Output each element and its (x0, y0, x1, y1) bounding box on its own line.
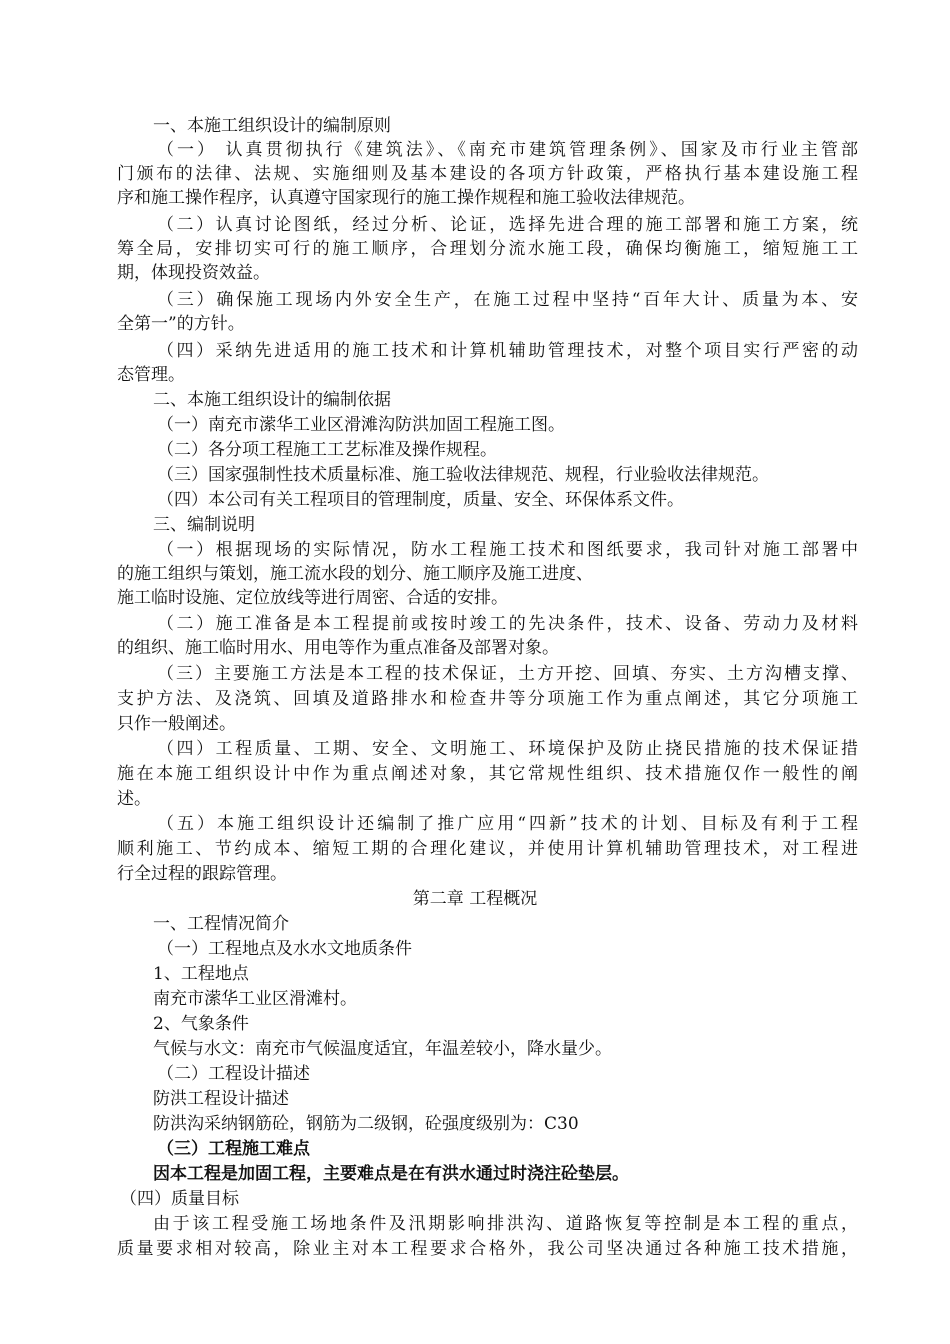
body-text: 防洪沟采纳钢筋砼，钢筋为二级钢，砼强度级别为：C30 (153, 1114, 579, 1134)
paragraph-line: （一）根据现场的实际情况，防水工程施工技术和图纸要求，我司针对施工部署中 (157, 540, 858, 560)
paragraph-line: 施工临时设施、定位放线等进行周密、合适的安排。 (117, 588, 508, 608)
paragraph-line: （三）确保施工现场内外安全生产，在施工过程中坚持“百年大计、质量为本、安 (157, 290, 858, 310)
paragraph-line: 的组织、施工临时用水、用电等作为重点准备及部署对象。 (117, 638, 559, 658)
paragraph-line: （一） 认真贯彻执行《建筑法》、《南充市建筑管理条例》、国家及市行业主管部 (157, 140, 858, 160)
body-text: 气候与水文：南充市气候温度适宜，年温差较小，降水量少。 (153, 1039, 612, 1059)
paragraph-line: 期，体现投资效益。 (117, 263, 270, 283)
paragraph-line: 顺利施工、节约成本、缩短工期的合理化建议，并使用计算机辅助管理技术，对工程进 (117, 839, 858, 859)
paragraph-line: 支护方法、及浇筑、回填及道路排水和检查井等分项施工作为重点阐述，其它分项施工 (117, 689, 858, 709)
paragraph-line: 全第一”的方针。 (117, 314, 245, 334)
section-heading: 三、编制说明 (153, 515, 255, 535)
paragraph-line: 态管理。 (117, 365, 185, 385)
paragraph-line: （二）认真讨论图纸，经过分析、论证，选择先进合理的施工部署和施工方案，统 (157, 215, 858, 235)
paragraph-line: 述。 (117, 789, 151, 809)
paragraph-line: （三）主要施工方法是本工程的技术保证，土方开挖、回填、夯实、土方沟槽支撑、 (157, 664, 858, 684)
paragraph-line: 门颁布的法律、法规、实施细则及基本建设的各项方针政策，严格执行基本建设施工程 (117, 164, 858, 184)
item-heading: 2、气象条件 (153, 1014, 249, 1034)
paragraph-line: 筹全局，安排切实可行的施工顺序，合理划分流水施工段，确保均衡施工，缩短施工工 (117, 239, 858, 259)
body-text: 南充市潆华工业区滑滩村。 (153, 989, 357, 1009)
list-item: （三）国家强制性技术质量标准、施工验收法律规范、规程，行业验收法律规范。 (157, 465, 769, 485)
section-heading: 二、本施工组织设计的编制依据 (153, 390, 391, 410)
section-heading: 一、本施工组织设计的编制原则 (153, 116, 391, 136)
paragraph-line: 只作一般阐述。 (117, 714, 236, 734)
body-text: 因本工程是加固工程，主要难点是在有洪水通过时浇注砼垫层。 (153, 1164, 629, 1184)
paragraph-line: （四）采纳先进适用的施工技术和计算机辅助管理技术，对整个项目实行严密的动 (157, 341, 858, 361)
subsection-heading: （二）工程设计描述 (157, 1064, 310, 1084)
subsection-heading: （一）工程地点及水水文地质条件 (157, 939, 412, 959)
paragraph-line: （二）施工准备是本工程提前或按时竣工的先决条件，技术、设备、劳动力及材料 (157, 614, 858, 634)
list-item: （二）各分项工程施工工艺标准及操作规程。 (157, 440, 497, 460)
paragraph-line: （四）工程质量、工期、安全、文明施工、环境保护及防止挠民措施的技术保证措 (157, 739, 858, 759)
subsection-heading: （三）工程施工难点 (157, 1139, 310, 1159)
list-item: （一）南充市潆华工业区滑滩沟防洪加固工程施工图。 (157, 415, 565, 435)
paragraph-line: 由于该工程受施工场地条件及汛期影响排洪沟、道路恢复等控制是本工程的重点， (153, 1214, 858, 1234)
paragraph-line: （五）本施工组织设计还编制了推广应用“四新”技术的计划、目标及有利于工程 (157, 814, 858, 834)
body-text: 防洪工程设计描述 (153, 1089, 289, 1109)
section-heading: 一、工程情况简介 (153, 914, 289, 934)
paragraph-line: 施在本施工组织设计中作为重点阐述对象，其它常规性组织、技术措施仅作一般性的阐 (117, 764, 858, 784)
paragraph-line: 质量要求相对较高，除业主对本工程要求合格外，我公司坚决通过各种施工技术措施， (117, 1239, 858, 1259)
item-heading: 1、工程地点 (153, 964, 249, 984)
paragraph-line: 序和施工操作程序，认真遵守国家现行的施工操作规程和施工验收法律规范。 (117, 188, 695, 208)
chapter-title: 第二章 工程概况 (412, 889, 538, 909)
subsection-heading: （四）质量目标 (120, 1189, 239, 1209)
paragraph-line: 行全过程的跟踪管理。 (117, 864, 287, 884)
paragraph-line: 的施工组织与策划，施工流水段的划分、施工顺序及施工进度、 (117, 564, 593, 584)
list-item: （四）本公司有关工程项目的管理制度，质量、安全、环保体系文件。 (157, 490, 684, 510)
